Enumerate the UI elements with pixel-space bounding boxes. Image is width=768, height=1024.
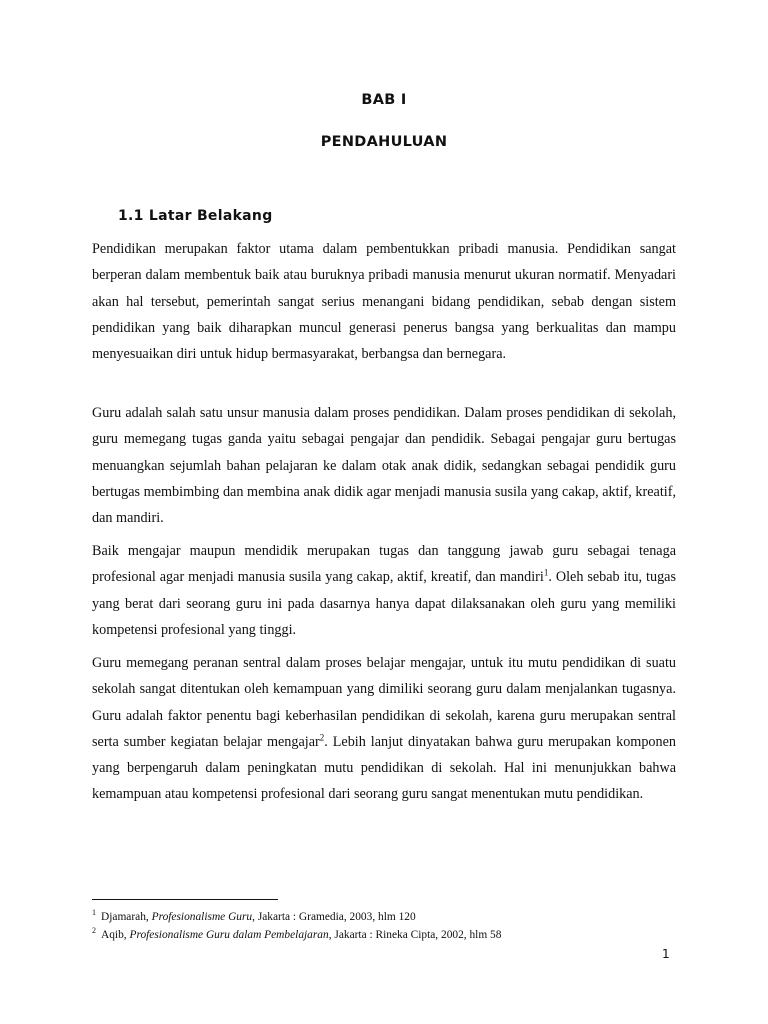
footnote-title: Profesionalisme Guru dalam Pembelajaran bbox=[129, 929, 329, 942]
footnote-number: 2 bbox=[92, 926, 96, 936]
footnote-number: 1 bbox=[92, 908, 96, 917]
paragraph-4-text-a: Guru memegang peranan sentral dalam proses belajar mengajar, untuk itu mutu pendidikan di suatu sekolah sangat ditentukan oleh kemampuan yang dimiliki seorang guru dalam menjalankan tugasnya. Guru adalah faktor penentu bagi keberhasilan pendidikan di sekolah, karena guru merupakan sentral serta sumber kegiatan belajar mengajar bbox=[92, 655, 676, 750]
footnote-author: Aqib, bbox=[101, 929, 130, 942]
page-number: 1 bbox=[662, 947, 670, 961]
paragraph-4-text-b: . Lebih lanjut dinyatakan bahwa guru merupakan komponen yang berpengaruh dalam peningkatan mutu pendidikan di sekolah. Hal ini menunjukkan bahwa kemampuan atau kompetensi profesional dari seorang guru sangat menentukan mutu pendidikan. bbox=[92, 733, 676, 803]
footnote-ref-1: 1 bbox=[543, 567, 549, 578]
section-heading: 1.1 Latar Belakang bbox=[118, 208, 273, 224]
chapter-number: BAB I bbox=[361, 92, 407, 108]
chapter-title: PENDAHULUAN bbox=[320, 134, 448, 150]
footnote-publication: , Jakarta : Gramedia, 2003, hlm 120 bbox=[252, 910, 416, 923]
footnote-publication: , Jakarta : Rineka Cipta, 2002, hlm 58 bbox=[328, 929, 502, 942]
footnote-1 bbox=[92, 906, 692, 924]
paragraph-4 bbox=[92, 650, 676, 808]
footnote-separator bbox=[92, 899, 278, 900]
footnote-2 bbox=[92, 924, 692, 942]
footnotes bbox=[92, 906, 692, 943]
footnote-ref-2: 2 bbox=[319, 732, 325, 743]
paragraph-1: Pendidikan merupakan faktor utama dalam pembentukkan pribadi manusia. Pendidikan sangat berperan dalam membentuk baik atau buruknya pribadi manusia menurut ukuran normatif. Menyadari akan hal tersebut, pemerintah sangat serius menangani bidang pendidikan, sebab dengan sistem pendidikan yang baik diharapkan muncul generasi penerus bangsa yang berkualitas dan mampu menyesuaikan diri untuk hidup bermasyarakat, berbangsa dan bernegara. bbox=[92, 241, 676, 363]
paragraph-3-text-a: Baik mengajar maupun mendidik merupakan tugas dan tanggung jawab guru sebagai tenaga profesional agar menjadi manusia susila yang cakap, aktif, kreatif, dan mandiri bbox=[92, 543, 676, 586]
footnote-title: Profesionalisme Guru bbox=[151, 910, 253, 923]
footnote-author: Djamarah, bbox=[101, 910, 152, 923]
paragraph-3 bbox=[92, 538, 676, 643]
paragraph-3-text-b: . Oleh sebab itu, tugas yang berat dari seorang guru ini pada dasarnya hanya dapat dilaksanakan oleh guru yang memiliki kompetensi profesional yang tinggi. bbox=[92, 569, 676, 638]
paragraph-2: Guru adalah salah satu unsur manusia dalam proses pendidikan. Dalam proses pendidikan di sekolah, guru memegang tugas ganda yaitu sebagai pengajar dan pendidik. Sebagai pengajar guru bertugas menuangkan sejumlah bahan pelajaran ke dalam otak anak didik, sedangkan sebagai pendidik guru bertugas membimbing dan membina anak didik agar menjadi manusia susila yang cakap, aktif, kreatif, dan mandiri. bbox=[92, 405, 676, 527]
